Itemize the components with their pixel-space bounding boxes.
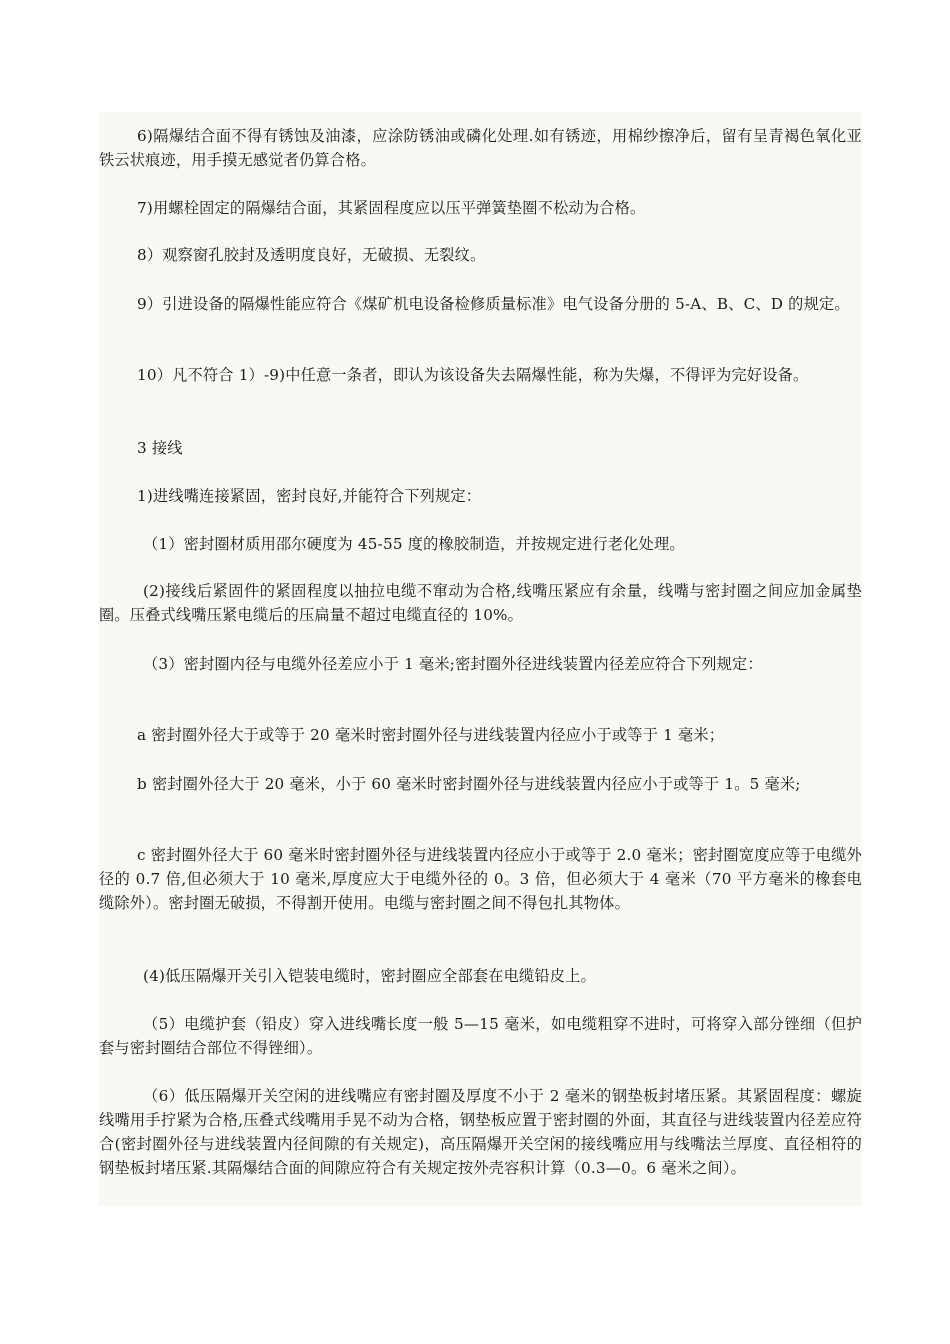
section-heading-wiring: 3 接线 [137,439,183,457]
paragraph-item-b: b 密封圈外径大于 20 毫米，小于 60 毫米时密封圈外径与进线装置内径应小于或等于 1。5 毫米; [137,775,801,793]
paragraph-9: 9）引进设备的隔爆性能应符合《煤矿机电设备检修质量标准》电气设备分册的 5-A、B、C、D 的规定。 [137,295,850,313]
paragraph-wiring-1-6: （6）低压隔爆开关空闲的进线嘴应有密封圈及厚度不小于 2 毫米的钢垫板封堵压紧。其紧固程度：螺旋线嘴用手拧紧为合格,压叠式线嘴用手晃不动为合格，钢垫板应置于密封圈的外面，其直径与进线装置内径差应符合(密封圈外径与进线装置内径间隙的有关规定)，高压隔爆开关空闲的接线嘴应用与线嘴法兰厚度、直径相符的钢垫板封堵压紧.其隔爆结合面的间隙应符合有关规定按外壳容积计算（0.3—0。6 毫米之间）。 [99,1087,862,1177]
paragraph-6: 6)隔爆结合面不得有锈蚀及油漆，应涂防锈油或磷化处理.如有锈迹，用棉纱擦净后，留有呈青褐色氧化亚铁云状痕迹，用手摸无感觉者仍算合格。 [99,127,862,169]
paragraph-item-c: c 密封圈外径大于 60 毫米时密封圈外径与进线装置内径应小于或等于 2.0 毫米；密封圈宽度应等于电缆外径的 0.7 倍,但必须大于 10 毫米,厚度应大于电缆外径的 0。3 倍，但必须大于 4 毫米（70 平方毫米的橡套电缆除外）。密封圈无破损，不得割开使用。电缆与密封圈之间不得包扎其物体。 [99,846,862,912]
paragraph-8: 8）观察窗孔胶封及透明度良好，无破损、无裂纹。 [137,246,486,264]
paragraph-10: 10）凡不符合 1）-9)中任意一条者，即认为该设备失去隔爆性能，称为失爆，不得评为完好设备。 [137,366,809,384]
paragraph-wiring-1-3: （3）密封圈内径与电缆外径差应小于 1 毫米;密封圈外径进线装置内径差应符合下列规定： [143,655,763,673]
paragraph-item-a: a 密封圈外径大于或等于 20 毫米时密封圈外径与进线装置内径应小于或等于 1 毫米； [137,726,725,744]
paragraph-wiring-1-1: （1）密封圈材质用邵尔硬度为 45-55 度的橡胶制造，并按规定进行老化处理。 [143,535,685,553]
paragraph-wiring-1-5: （5）电缆护套（铅皮）穿入进线嘴长度一般 5—15 毫米，如电缆粗穿不进时，可将穿入部分锉细（但护套与密封圈结合部位不得锉细）。 [99,1015,862,1057]
paragraph-7: 7)用螺栓固定的隔爆结合面，其紧固程度应以压平弹簧垫圈不松动为合格。 [137,199,646,217]
paragraph-wiring-1-2: (2)接线后紧固件的紧固程度以抽拉电缆不窜动为合格,线嘴压紧应有余量，线嘴与密封圈之间应加金属垫圈。压叠式线嘴压紧电缆后的压扁量不超过电缆直径的 10%。 [99,582,862,624]
paragraph-wiring-1: 1)进线嘴连接紧固，密封良好,并能符合下列规定： [137,487,482,505]
paragraph-wiring-1-4: (4)低压隔爆开关引入铠装电缆时，密封圈应全部套在电缆铅皮上。 [143,967,596,985]
document-page [99,112,862,1206]
